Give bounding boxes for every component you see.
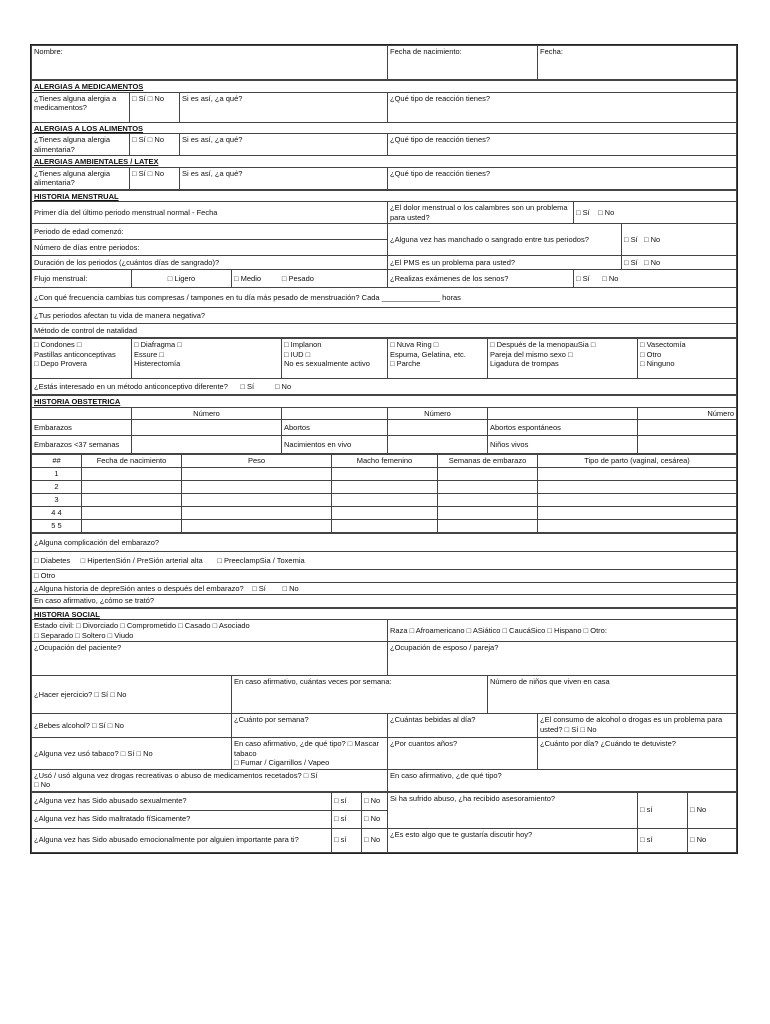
drug-use[interactable]: ¿Usó / usó alguna vez drogas recreativas o abuso de medicamentos recetados? □ Sí □ No <box>32 769 388 791</box>
births-header: Peso <box>182 455 332 468</box>
header-table <box>31 45 737 80</box>
drinks-per-day[interactable]: ¿Cuántas bebidas al día? <box>388 714 538 738</box>
weeks-cell[interactable] <box>438 468 538 481</box>
physical-abuse-no[interactable]: □ No <box>362 810 388 828</box>
table-row: 5 5 <box>32 520 82 533</box>
weeks-cell[interactable] <box>438 494 538 507</box>
substance-problem[interactable]: ¿El consumo de alcohol o drogas es un problema para usted? □ Sí □ No <box>538 714 737 738</box>
blank-cell <box>282 407 388 420</box>
flow-label: Flujo menstrual: <box>32 270 132 288</box>
other-complication[interactable]: □ Otro <box>32 570 737 583</box>
cramps-yes[interactable]: □ Sí <box>576 207 590 217</box>
blank-cell <box>488 407 638 420</box>
partner-occupation[interactable]: ¿Ocupación de esposo / pareja? <box>388 642 737 676</box>
preterm-label: Embarazos <37 semanas <box>32 436 132 454</box>
section-title-obstetric: HISTORIA OBSTETRICA <box>32 396 737 408</box>
discuss-yes[interactable]: □ sí <box>638 828 688 852</box>
birth-date-cell[interactable] <box>82 507 182 520</box>
sexual-abuse-question: ¿Alguna vez has Sido abusado sexualmente? <box>32 792 332 810</box>
flow-medium-heavy[interactable] <box>232 270 388 288</box>
exercise[interactable]: ¿Hacer ejercicio? □ Sí □ No <box>32 676 232 714</box>
sex-cell[interactable] <box>332 520 438 533</box>
live-births-value[interactable] <box>388 436 488 454</box>
birth-date-cell[interactable] <box>82 468 182 481</box>
weeks-cell[interactable] <box>438 520 538 533</box>
sex-cell[interactable] <box>332 494 438 507</box>
race[interactable]: Raza □ Afroamericano □ ASiático □ CaucáSico □ Hispano □ Otro: <box>388 620 737 642</box>
physical-abuse-yes[interactable]: □ sí <box>332 810 362 828</box>
tobacco[interactable]: ¿Alguna vez usó tabaco? □ Sí □ No <box>32 738 232 770</box>
births-header: Fecha de nacimiento <box>82 455 182 468</box>
delivery-type-cell[interactable] <box>538 507 737 520</box>
births-header: Tipo de parto (vaginal, cesárea) <box>538 455 737 468</box>
env-allergy-what[interactable]: Si es así, ¿a qué? <box>180 167 388 189</box>
pms-question: ¿El PMS es un problema para usted? <box>388 256 622 270</box>
flow-medium[interactable]: □ Medio <box>234 273 262 283</box>
weight-cell[interactable] <box>182 468 332 481</box>
table-row: 1 <box>32 468 82 481</box>
number-header-3: Número <box>638 407 737 420</box>
sex-cell[interactable] <box>332 507 438 520</box>
depression-question: ¿Alguna historia de depreSión antes o después del embarazo? <box>34 583 244 593</box>
days-between[interactable]: Número de días entre periodos: <box>32 240 388 256</box>
med-allergy-options[interactable]: □ Sí □ No <box>130 92 180 122</box>
tobacco-type[interactable]: En caso afirmativo, ¿de qué tipo? □ Mascar tabaco □ Fumar / Cigarrillos / Vapeo <box>232 738 388 770</box>
sex-cell[interactable] <box>332 481 438 494</box>
pad-change-frequency[interactable]: ¿Con qué frecuencia cambias tus compresas / tampones en tu día más pesado de menstruación? Cada ______________ horas <box>32 288 737 308</box>
spotting-question: ¿Alguna vez has manchado o sangrado entre tus periodos? <box>388 224 622 256</box>
med-allergy-what[interactable]: Si es así, ¿a qué? <box>180 92 388 122</box>
emotional-abuse-yes[interactable]: □ sí <box>332 828 362 852</box>
pregnancy-complications <box>31 533 737 608</box>
flow-heavy[interactable]: □ Pesado <box>281 273 314 283</box>
delivery-type-cell[interactable] <box>538 468 737 481</box>
miscarriages-value[interactable] <box>638 420 737 436</box>
menstrual-table <box>31 190 737 339</box>
social-table <box>31 608 737 792</box>
live-births-label: Nacimientos en vivo <box>282 436 388 454</box>
living-children-label: Niños vivos <box>488 436 638 454</box>
table-row: 2 <box>32 481 82 494</box>
section-title-social: HISTORIA SOCIAL <box>32 608 737 620</box>
hypertension-option[interactable]: □ HipertenSión / PreSión arterial alta <box>80 555 203 565</box>
birth-date-cell[interactable] <box>82 494 182 507</box>
cramps-options[interactable] <box>574 202 737 224</box>
marital-status[interactable]: Estado civil: □ Divorciado □ Comprometido □ Casado □ Asociado □ Separado □ Soltero □ Viudo <box>32 620 388 642</box>
date-field[interactable]: Fecha: <box>538 46 737 80</box>
food-allergy-reaction[interactable]: ¿Qué tipo de reacción tienes? <box>388 134 737 156</box>
miscarriages-label: Abortos espontáneos <box>488 420 638 436</box>
weight-cell[interactable] <box>182 481 332 494</box>
birthdate-field[interactable]: Fecha de nacimiento: <box>388 46 538 80</box>
spotting-options[interactable] <box>622 224 737 256</box>
weight-cell[interactable] <box>182 520 332 533</box>
depression-yes[interactable]: □ Sí <box>252 583 266 593</box>
patient-occupation[interactable]: ¿Ocupación del paciente? <box>32 642 388 676</box>
section-title-menstrual: HISTORIA MENSTRUAL <box>32 190 737 202</box>
abortions-label: Abortos <box>282 420 388 436</box>
methods-col-5[interactable]: □ Después de la menopauSia □ Pareja del mismo sexo □ Ligadura de trompas <box>488 339 638 379</box>
breast-exam-question: ¿Realizas exámenes de los senos? <box>388 270 574 288</box>
alcohol[interactable]: ¿Bebes alcohol? □ Sí □ No <box>32 714 232 738</box>
methods-col-6[interactable]: □ Vasectomía □ Otro □ Ninguno <box>638 339 737 379</box>
tobacco-per-day[interactable]: ¿Cuánto por día? ¿Cuándo te detuviste? <box>538 738 737 770</box>
methods-col-1[interactable]: □ Condones □ Pastillas anticonceptivas □ Depo Provera <box>32 339 132 379</box>
birth-date-cell[interactable] <box>82 481 182 494</box>
births-header: Macho femenino <box>332 455 438 468</box>
pms-options[interactable] <box>622 256 737 270</box>
interested-no[interactable]: □ No <box>274 381 292 391</box>
spotting-no[interactable]: □ No <box>643 234 661 244</box>
pregnancies-value[interactable] <box>132 420 282 436</box>
complications-question: ¿Alguna complicación del embarazo? <box>32 534 737 552</box>
breast-exam-options[interactable] <box>574 270 737 288</box>
section-title-med-allergies: ALERGIAS A MEDICAMENTOS <box>32 81 737 93</box>
counseling-no[interactable]: □ No <box>688 792 737 828</box>
food-allergy-question: ¿Tienes alguna alergia alimentaria? <box>32 134 130 156</box>
births-table <box>31 454 737 533</box>
exercise-times[interactable]: En caso afirmativo, cuántas veces por semana: <box>232 676 488 714</box>
abortions-value[interactable] <box>388 420 488 436</box>
cramps-no[interactable]: □ No <box>598 207 615 217</box>
name-field[interactable]: Nombre: <box>32 46 388 80</box>
births-header: Semanas de embarazo <box>438 455 538 468</box>
last-period-date[interactable]: Primer día del último periodo menstrual normal - Fecha <box>32 202 388 224</box>
weight-cell[interactable] <box>182 494 332 507</box>
preeclampsia-option[interactable]: □ PreeclampSia / Toxemia <box>217 555 305 565</box>
drug-type[interactable]: En caso afirmativo, ¿de qué tipo? <box>388 769 737 791</box>
pms-no[interactable]: □ No <box>643 257 661 267</box>
breast-yes[interactable]: □ Sí <box>576 273 590 283</box>
weight-cell[interactable] <box>182 507 332 520</box>
sexual-abuse-no[interactable]: □ No <box>362 792 388 810</box>
env-allergy-reaction[interactable]: ¿Qué tipo de reacción tienes? <box>388 167 737 189</box>
depression-treatment[interactable]: En caso afirmativo, ¿cómo se trató? <box>32 595 737 608</box>
diabetes-option[interactable]: □ Diabetes <box>34 555 71 565</box>
living-children-value[interactable] <box>638 436 737 454</box>
complication-options[interactable] <box>32 552 737 570</box>
delivery-type-cell[interactable] <box>538 494 737 507</box>
section-title-env-allergies: ALERGIAS AMBIENTALES / LATEX <box>32 156 737 168</box>
children-at-home[interactable]: Número de niños que viven en casa <box>488 676 737 714</box>
discuss-no[interactable]: □ No <box>688 828 737 852</box>
methods-col-2[interactable]: □ Diafragma □ Essure □ Histerectomía <box>132 339 282 379</box>
abuse-table <box>31 792 737 853</box>
preterm-value[interactable] <box>132 436 282 454</box>
weeks-cell[interactable] <box>438 507 538 520</box>
table-row: 4 4 <box>32 507 82 520</box>
interested-yes[interactable]: □ Sí <box>240 381 255 391</box>
interested-new-method[interactable] <box>32 379 737 395</box>
periods-affect-life[interactable]: ¿Tus periodos afectan tu vida de manera negativa? <box>32 308 737 324</box>
emotional-abuse-question: ¿Alguna vez has Sido abusado emocionalmente por alguien importante para ti? <box>32 828 332 852</box>
number-header-1: Número <box>132 407 282 420</box>
env-allergy-options[interactable]: □ Sí □ No <box>130 167 180 189</box>
breast-no[interactable]: □ No <box>602 273 619 283</box>
flow-light[interactable]: □ Ligero <box>132 270 232 288</box>
delivery-type-cell[interactable] <box>538 481 737 494</box>
med-allergy-reaction[interactable]: ¿Qué tipo de reacción tienes? <box>388 92 737 122</box>
number-header-2: Número <box>388 407 488 420</box>
methods-col-4[interactable]: □ Nuva Ring □ Espuma, Gelatina, etc. □ Parche <box>388 339 488 379</box>
tobacco-years[interactable]: ¿Por cuantos años? <box>388 738 538 770</box>
section-title-food-allergies: ALERGIAS A LOS ALIMENTOS <box>32 122 737 134</box>
emotional-abuse-no[interactable]: □ No <box>362 828 388 852</box>
duration[interactable]: Duración de los periodos (¿cuántos días de sangrado)? <box>32 256 388 270</box>
med-allergy-question: ¿Tienes alguna alergia a medicamentos? <box>32 92 130 122</box>
obstetric-table <box>31 395 737 454</box>
physical-abuse-question: ¿Alguna vez has Sido maltratado fíSicamente? <box>32 810 332 828</box>
food-allergy-what[interactable]: Si es así, ¿a qué? <box>180 134 388 156</box>
age-started[interactable]: Periodo de edad comenzó: <box>32 224 388 240</box>
counseling-yes[interactable]: □ sí <box>638 792 688 828</box>
medical-history-form <box>30 44 738 854</box>
pms-yes[interactable]: □ Sí <box>624 257 638 267</box>
interested-question: ¿Estás interesado en un método anticonceptivo diferente? <box>34 381 228 391</box>
births-header: ## <box>32 455 82 468</box>
methods-col-3[interactable]: □ Implanon □ IUD □ No es sexualmente activo <box>282 339 388 379</box>
alcohol-per-week[interactable]: ¿Cuánto por semana? <box>232 714 388 738</box>
env-allergy-question: ¿Tienes alguna alergia alimentaria? <box>32 167 130 189</box>
weeks-cell[interactable] <box>438 481 538 494</box>
allergies-table <box>31 80 737 190</box>
table-row: 3 <box>32 494 82 507</box>
spotting-yes[interactable]: □ Sí <box>624 234 638 244</box>
depression-no[interactable]: □ No <box>282 583 299 593</box>
discuss-question: ¿Es esto algo que te gustaría discutir hoy? <box>388 828 638 852</box>
counseling-question: Si ha sufrido abuso, ¿ha recibido asesoramiento? <box>388 792 638 828</box>
sex-cell[interactable] <box>332 468 438 481</box>
sexual-abuse-yes[interactable]: □ sí <box>332 792 362 810</box>
depression-row[interactable] <box>32 582 737 595</box>
blank-cell <box>32 407 132 420</box>
cramps-question: ¿El dolor menstrual o los calambres son un problema para usted? <box>388 202 574 224</box>
birth-date-cell[interactable] <box>82 520 182 533</box>
birth-control-label: Método de control de natalidad <box>32 324 737 338</box>
delivery-type-cell[interactable] <box>538 520 737 533</box>
birth-control-options <box>31 338 737 395</box>
food-allergy-options[interactable]: □ Sí □ No <box>130 134 180 156</box>
pregnancies-label: Embarazos <box>32 420 132 436</box>
